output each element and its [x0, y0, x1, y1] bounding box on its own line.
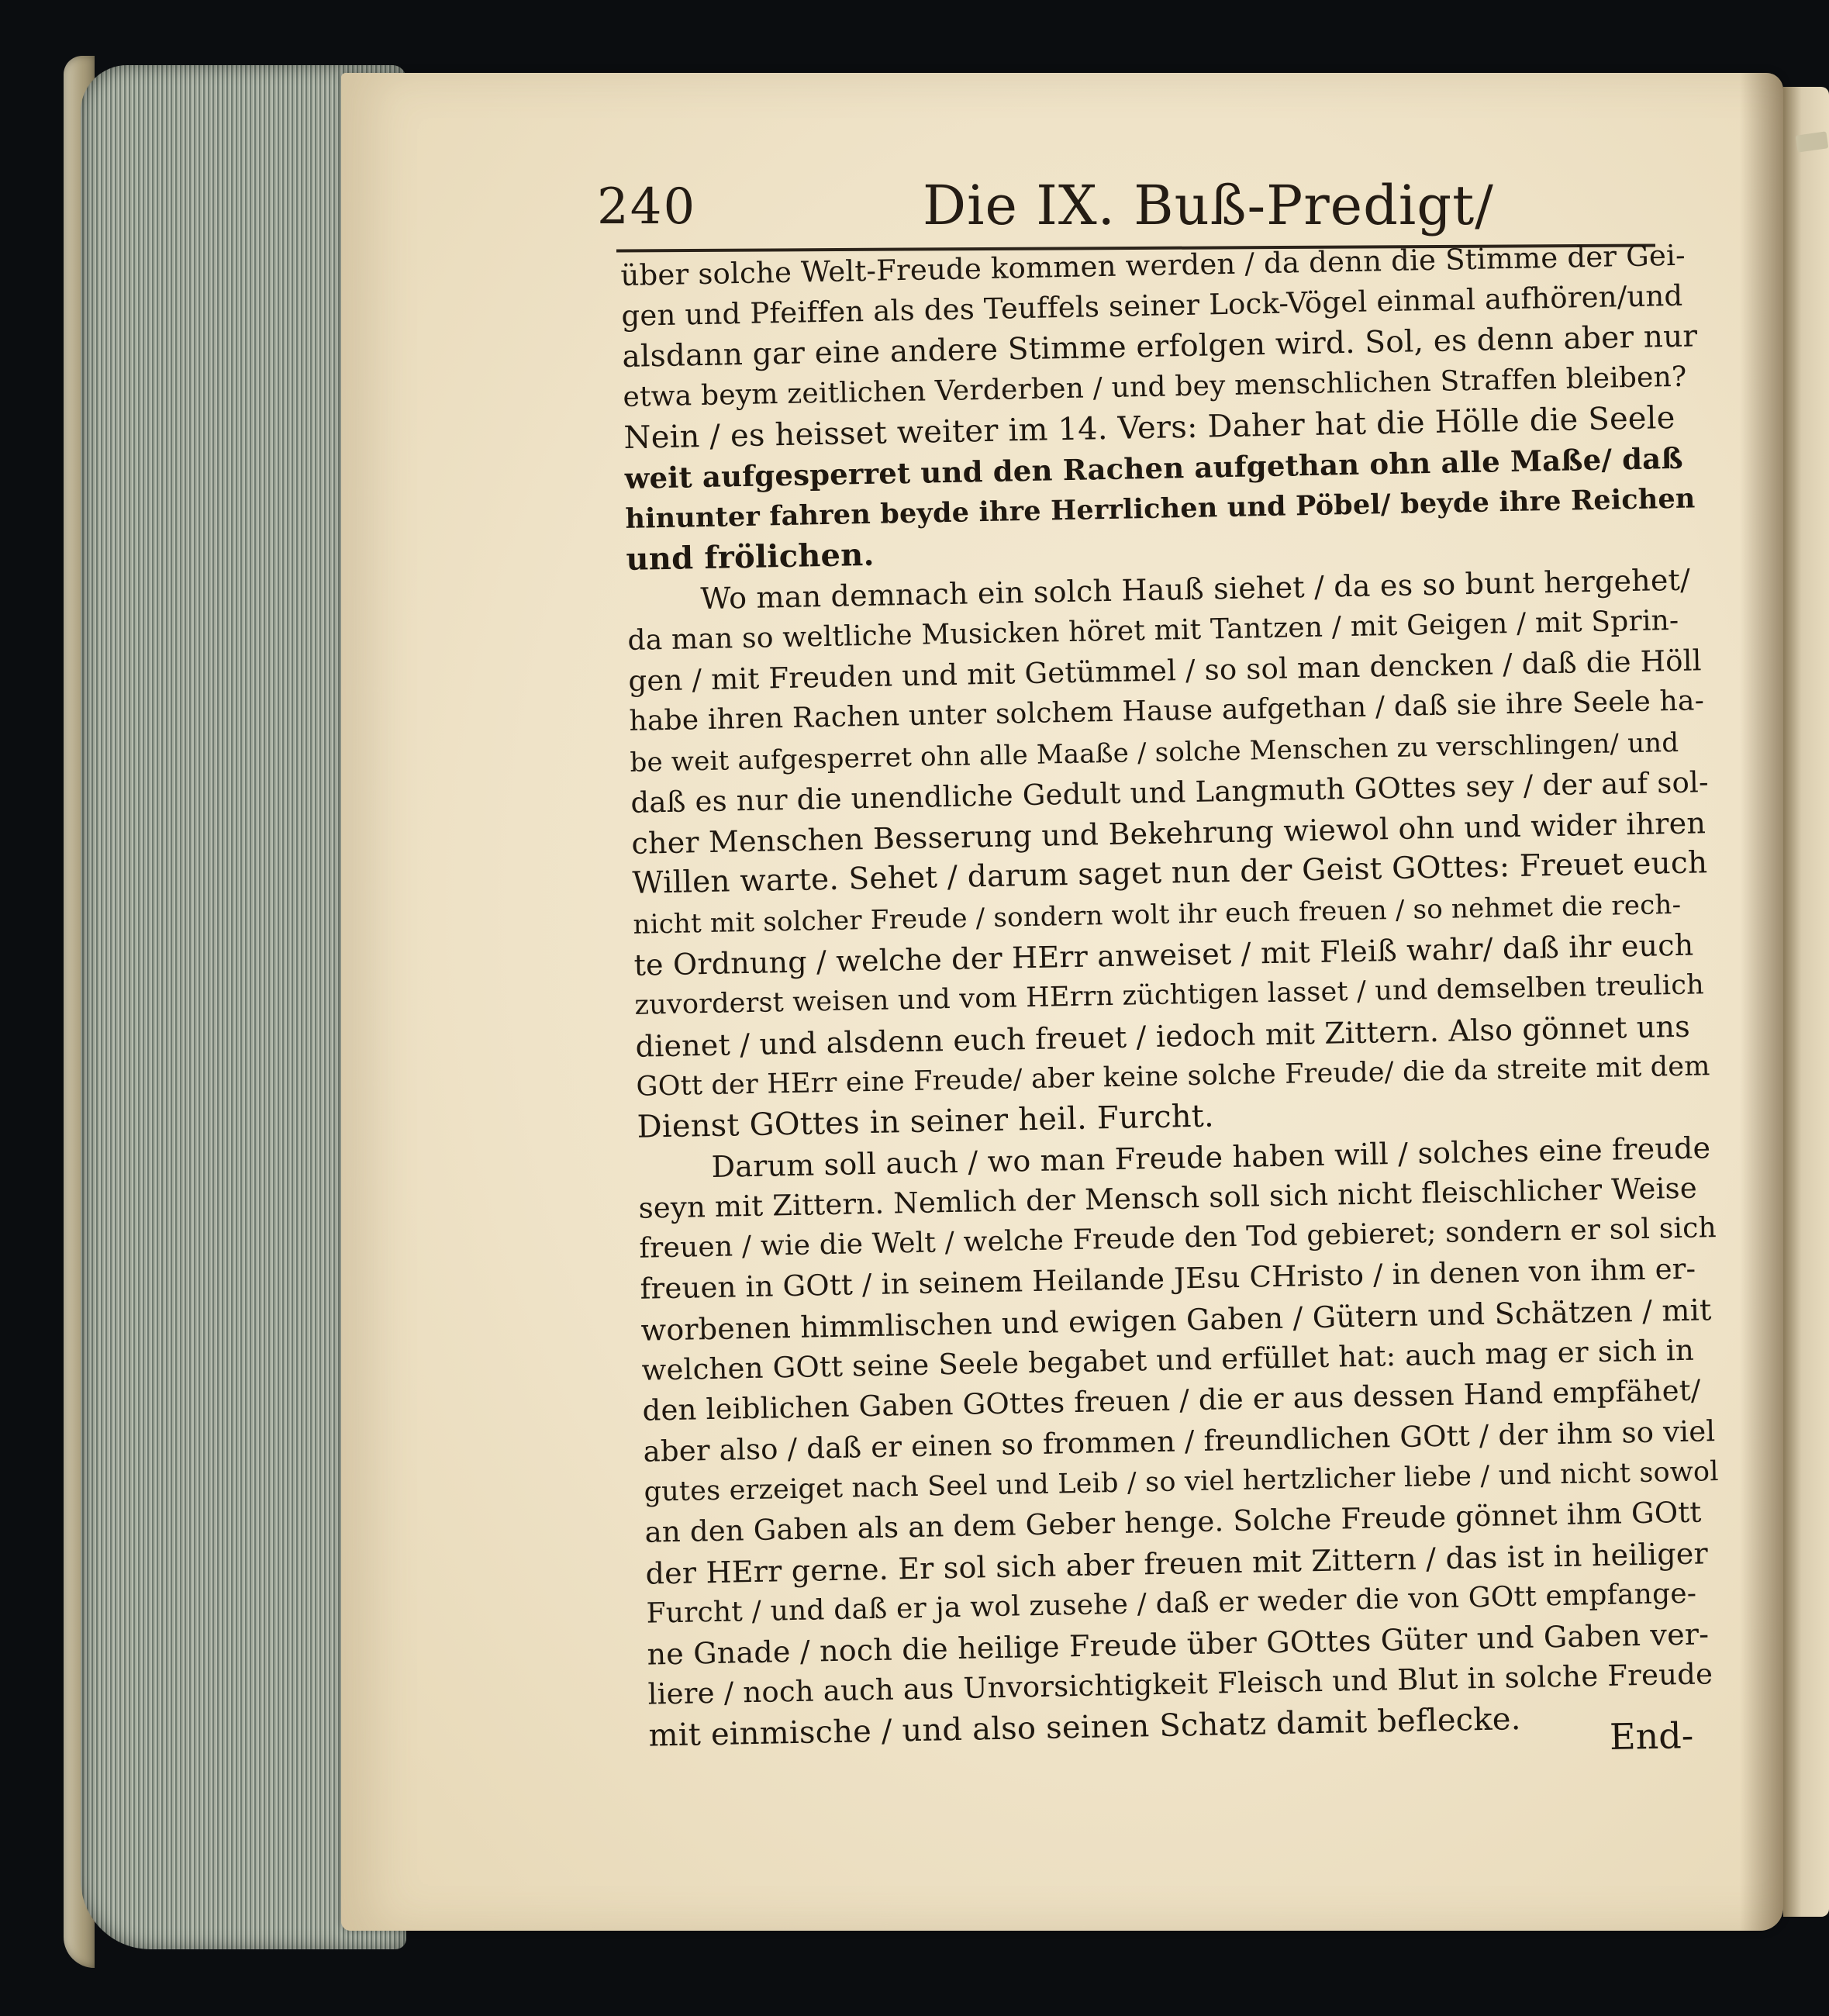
text-line: dienet / und alsdenn euch freuet / iedoch mit Zittern. Also gönnet uns [635, 1009, 1691, 1064]
text-line: aber also / daß er einen so frommen / freundlichen GOtt / der ihm so viel [643, 1414, 1716, 1469]
text-line: te Ordnung / welche der HErr anweiset / mit Fleiß wahr/ daß ihr euch [633, 927, 1694, 982]
body-text [620, 235, 1727, 1755]
text-line: Darum soll auch / wo man Freude haben will / solches eine freude [711, 1130, 1711, 1184]
text-line: da man so weltliche Musicken höret mit Tantzen / mit Geigen / mit Sprin- [627, 604, 1679, 657]
text-line: seyn mit Zittern. Nemlich der Mensch soll sich nicht fleischlicher Weise [638, 1171, 1698, 1225]
text-line: der HErr gerne. Er sol sich aber freuen mit Zittern / das ist in heiliger [645, 1535, 1709, 1591]
text-line: und frölichen. [626, 536, 875, 578]
text-line: be weit aufgesperret ohn alle Maaße / solche Menschen zu verschlingen/ und [630, 727, 1679, 778]
text-line: etwa beym zeitlichen Verderben / und bey menschlichen Straffen bleiben? [623, 361, 1687, 413]
facing-page-edge [1783, 87, 1829, 1917]
text-line: ne Gnade / noch die heilige Freude über GOttes Güter und Gaben ver- [647, 1617, 1710, 1672]
text-line: gen / mit Freuden und mit Getümmel / so sol man dencken / daß die Höll [628, 644, 1703, 698]
text-line: weit aufgesperret und den Rachen aufgethan ohn alle Maße/ daß [624, 441, 1684, 496]
text-line: worbenen himmlischen und ewigen Gaben / Gütern und Schätzen / mit [640, 1292, 1712, 1348]
text-line: GOtt der HErr eine Freude/ aber keine solche Freude/ die da streite mit dem [636, 1051, 1710, 1103]
text-line: alsdann gar eine andere Stimme erfolgen wird. Sol, es denn aber nur [622, 318, 1698, 375]
text-line: Dienst GOttes in seiner heil. Furcht. [637, 1098, 1215, 1146]
text-line: den leiblichen Gaben GOttes freuen / die er aus dessen Hand empfähet/ [642, 1373, 1701, 1428]
text-line: über solche Welt-Freude kommen werden / da denn die Stimme der Gei- [620, 238, 1686, 292]
text-line: Nein / es heisset weiter im 14. Vers: Daher hat die Hölle die Seele [623, 400, 1675, 457]
page-gutter [1740, 73, 1783, 1931]
text-line: zuvorderst weisen und vom HErrn züchtigen lasset / und demselben treulich [634, 969, 1705, 1022]
catchword: End- [1609, 1714, 1694, 1759]
text-line: hinunter fahren beyde ihre Herrlichen und Pöbel/ beyde ihre Reichen [625, 482, 1696, 535]
text-line: Furcht / und daß er ja wol zusehe / daß er weder die von GOtt empfange- [646, 1577, 1697, 1630]
text-line: cher Menschen Besserung und Bekehrung wiewol ohn und wider ihren [631, 806, 1706, 861]
text-line: nicht mit solcher Freude / sondern wolt ihr euch freuen / so nehmet die rech- [633, 889, 1682, 941]
running-title: Die IX. Buß-Predigt/ [923, 174, 1494, 237]
text-line: freuen in GOtt / in seinem Heilande JEsu CHristo / in denen von ihm er- [640, 1252, 1696, 1307]
text-line: daß es nur die unendliche Gedult und Langmuth GOttes sey / der auf sol- [630, 765, 1709, 820]
text-line: liere / noch auch aus Unvorsichtigkeit Fleisch und Blut in solche Freude [647, 1657, 1713, 1712]
text-line: gen und Pfeiffen als des Teuffels seiner Lock-Vögel einmal aufhören/und [621, 279, 1683, 333]
text-line: gutes erzeiget nach Seel und Leib / so viel hertzlicher liebe / und nicht sowol [644, 1456, 1720, 1508]
text-line: Wo man demnach ein solch Hauß siehet / da es so bunt hergehet/ [700, 562, 1691, 616]
text-line: Willen warte. Sehet / darum saget nun der Geist GOttes: Freuet euch [632, 845, 1708, 902]
text-line: welchen GOtt seine Seele begabet und erfüllet hat: auch mag er sich in [641, 1333, 1695, 1387]
text-line: habe ihren Rachen unter solchem Hause aufgethan / daß sie ihre Seele ha- [629, 685, 1705, 738]
page-number: 240 [597, 178, 697, 236]
text-line: mit einmische / und also seinen Schatz damit beflecke. [648, 1700, 1521, 1754]
text-line: an den Gaben als an dem Geber henge. Solche Freude gönnet ihm GOtt [644, 1495, 1702, 1549]
text-line: freuen / wie die Welt / welche Freude den Tod gebieret; sondern er sol sich [639, 1212, 1717, 1265]
